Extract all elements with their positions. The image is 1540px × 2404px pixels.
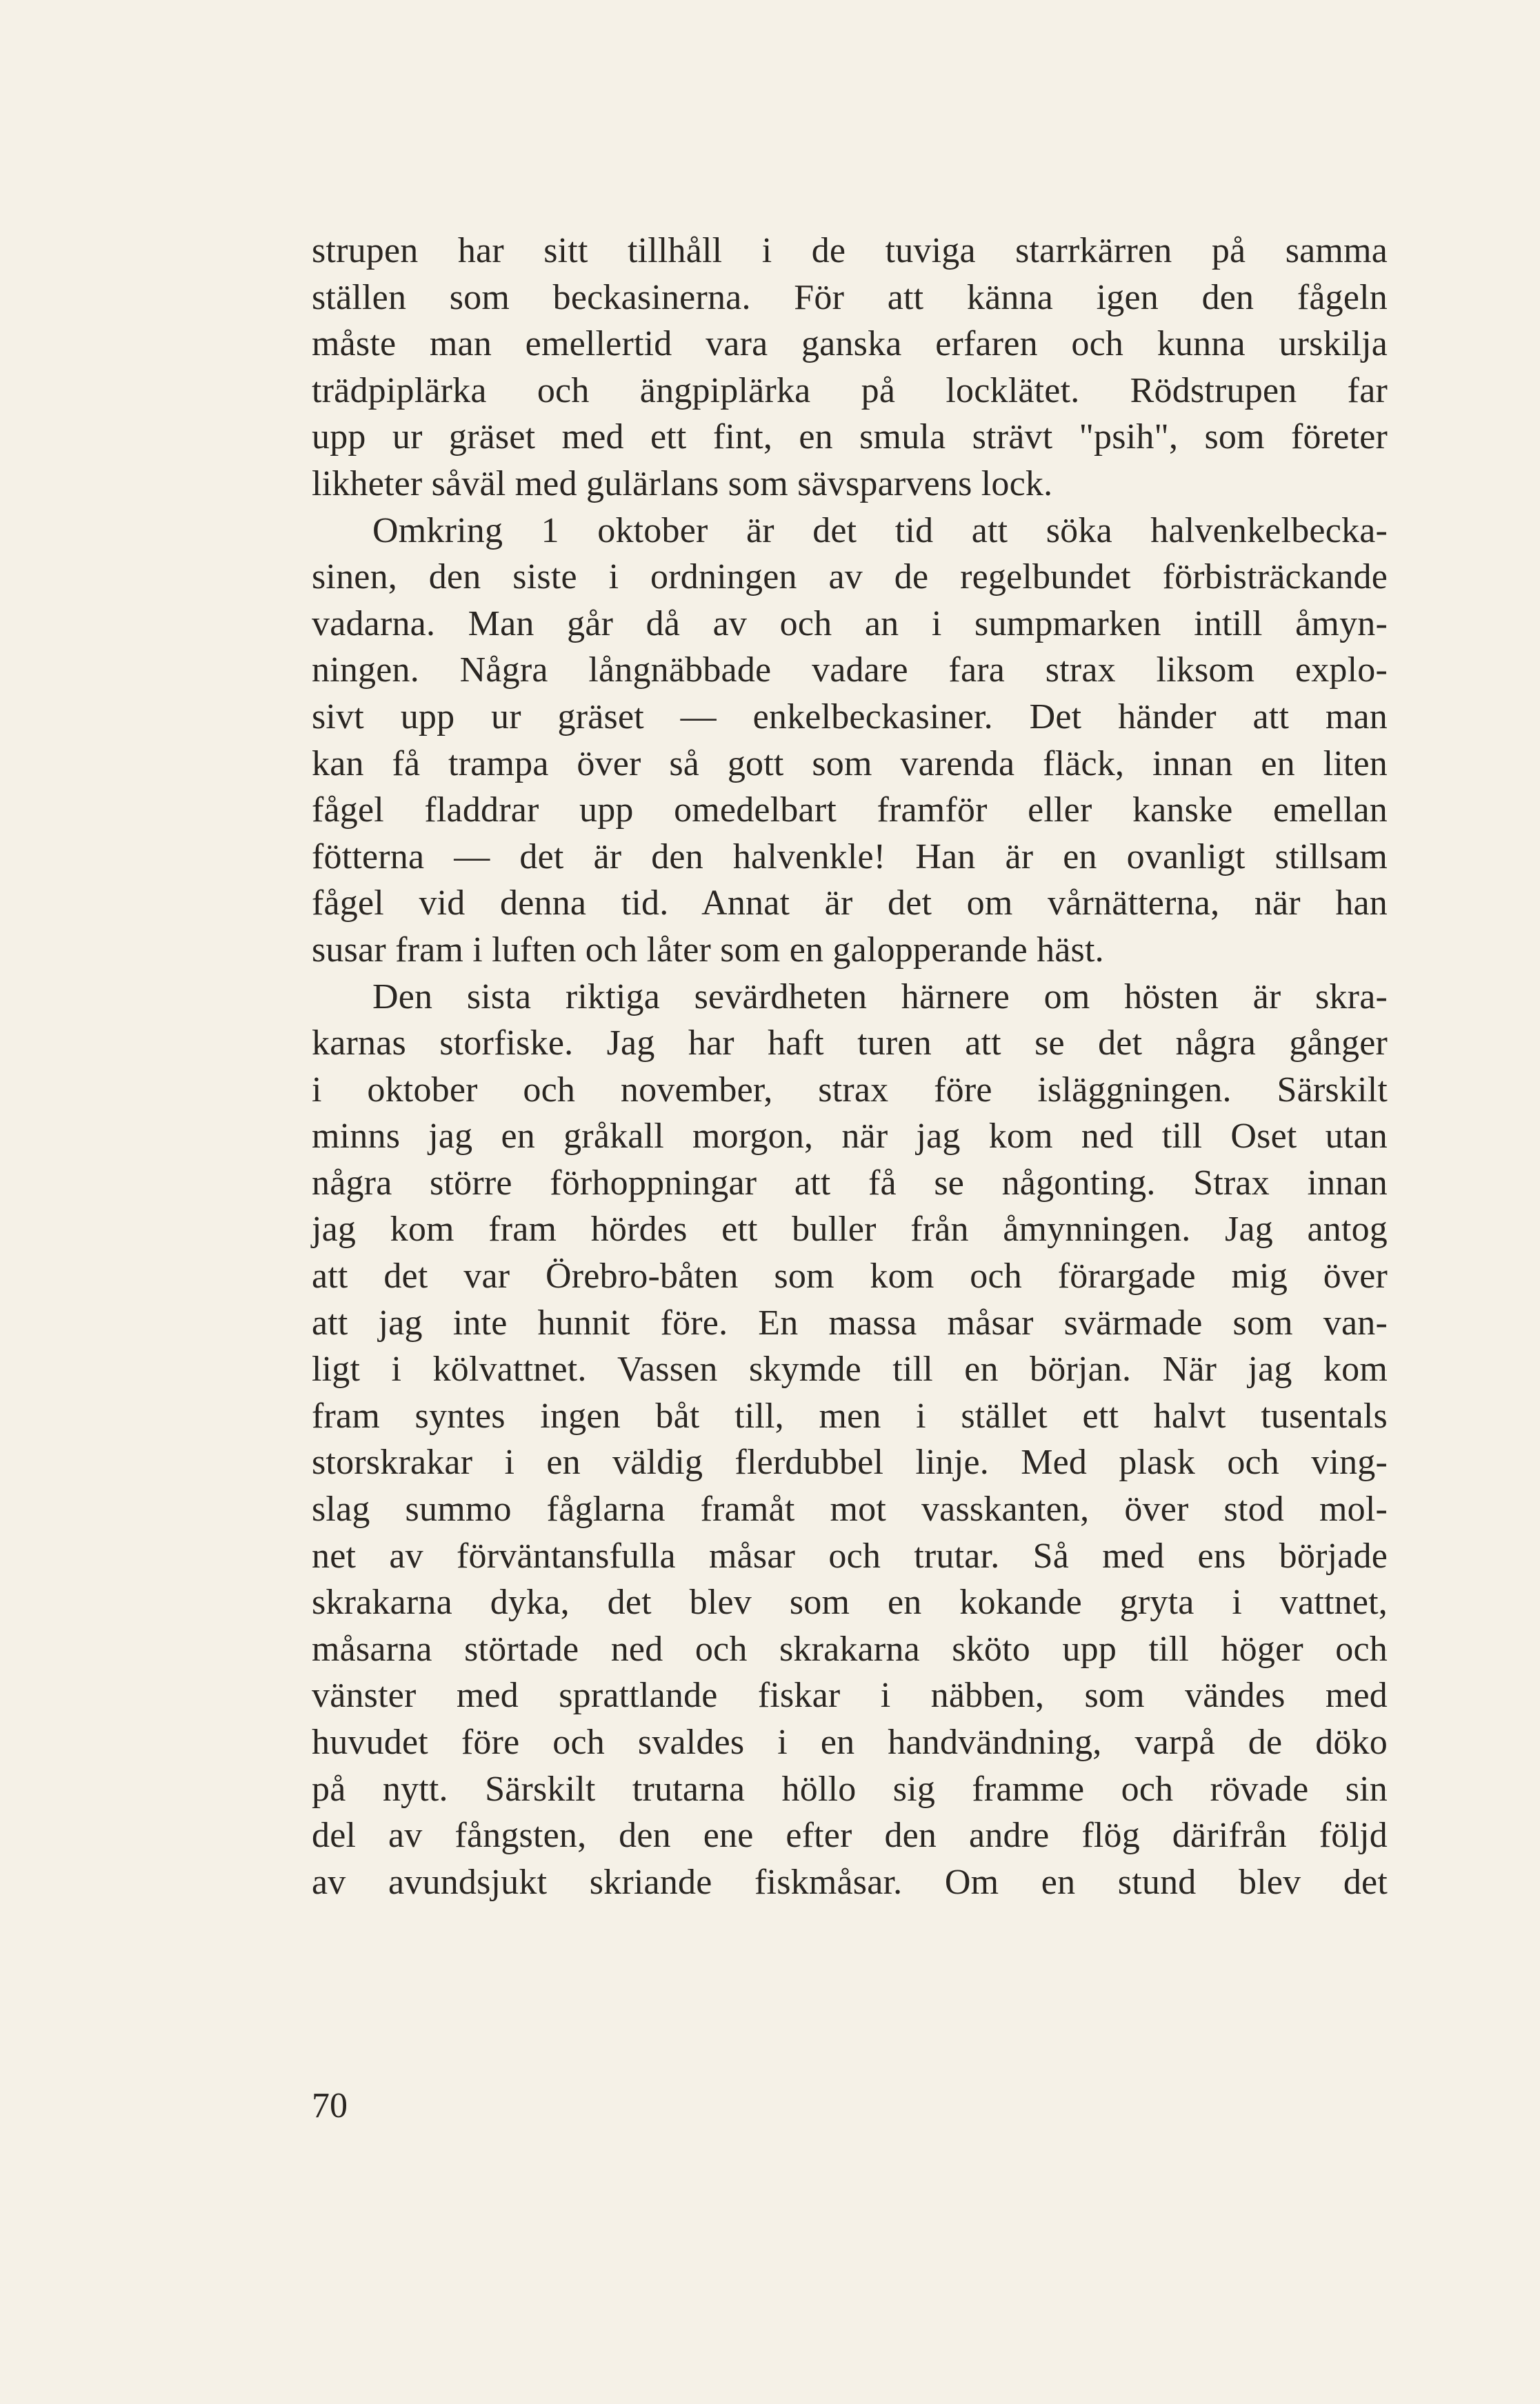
- text-line: huvudet före och svaldes i en handvändning, varpå de döko: [312, 1723, 1388, 1762]
- text-line: slag summo fåglarna framåt mot vasskanten, över stod mol-: [312, 1490, 1388, 1530]
- text-line: ställen som beckasinerna. För att känna igen den fågeln: [312, 277, 1388, 317]
- text-line: fågel vid denna tid. Annat är det om vårnätterna, när han: [312, 883, 1388, 923]
- text-line: strupen har sitt tillhåll i de tuviga starrkärren på samma: [312, 231, 1388, 270]
- text-line: vänster med sprattlande fiskar i näbben, som vändes med: [312, 1676, 1388, 1716]
- body-text: [312, 228, 1388, 1905]
- text-line: vadarna. Man går då av och an i sumpmarken intill åmyn-: [312, 603, 1388, 643]
- text-line: upp ur gräset med ett fint, en smula strävt "psih", som företer: [312, 417, 1388, 457]
- text-line: minns jag en gråkall morgon, när jag kom ned till Oset utan: [312, 1116, 1388, 1156]
- text-line: måsarna störtade ned och skrakarna sköto upp till höger och: [312, 1629, 1388, 1669]
- text-line: jag kom fram hördes ett buller från åmynningen. Jag antog: [312, 1210, 1388, 1250]
- text-line: att det var Örebro-båten som kom och förargade mig över: [312, 1256, 1388, 1296]
- text-line: storskrakar i en väldig flerdubbel linje. Med plask och ving-: [312, 1443, 1388, 1483]
- text-line: likheter såväl med gulärlans som sävsparvens lock.: [312, 463, 1053, 503]
- text-line: måste man emellertid vara ganska erfaren och kunna urskilja: [312, 324, 1388, 364]
- text-line: karnas storfiske. Jag har haft turen att se det några gånger: [312, 1023, 1388, 1063]
- text-line: ligt i kölvattnet. Vassen skymde till en början. När jag kom: [312, 1350, 1388, 1390]
- text-line: av avundsjukt skriande fiskmåsar. Om en stund blev det: [312, 1862, 1388, 1902]
- text-line: på nytt. Särskilt trutarna höllo sig framme och rövade sin: [312, 1769, 1388, 1809]
- text-line: fötterna — det är den halvenkle! Han är en ovanligt stillsam: [312, 837, 1388, 877]
- text-line: Den sista riktiga sevärdheten härnere om hösten är skra-: [372, 976, 1388, 1016]
- text-line: skrakarna dyka, det blev som en kokande gryta i vattnet,: [312, 1583, 1388, 1623]
- text-line: ningen. Några långnäbbade vadare fara strax liksom explo-: [312, 650, 1388, 690]
- text-line: fram syntes ingen båt till, men i stället ett halvt tusentals: [312, 1396, 1388, 1436]
- text-line: fågel fladdrar upp omedelbart framför eller kanske emellan: [312, 790, 1388, 830]
- text-line: kan få trampa över så gott som varenda fläck, innan en liten: [312, 743, 1388, 783]
- text-line: att jag inte hunnit före. En massa måsar svärmade som van-: [312, 1303, 1388, 1343]
- text-line: några större förhoppningar att få se någonting. Strax innan: [312, 1163, 1388, 1203]
- text-line: net av förväntansfulla måsar och trutar. Så med ens började: [312, 1536, 1388, 1576]
- text-line: Omkring 1 oktober är det tid att söka halvenkelbecka-: [372, 510, 1388, 550]
- text-line: sivt upp ur gräset — enkelbeckasiner. Det händer att man: [312, 697, 1388, 737]
- text-line: i oktober och november, strax före isläggningen. Särskilt: [312, 1070, 1388, 1110]
- text-line: sinen, den siste i ordningen av de regelbundet förbisträckande: [312, 557, 1388, 597]
- text-line: del av fångsten, den ene efter den andre flög därifrån följd: [312, 1816, 1388, 1856]
- text-line: trädpiplärka och ängpiplärka på locklätet. Rödstrupen far: [312, 370, 1388, 410]
- text-line: susar fram i luften och låter som en galopperande häst.: [312, 930, 1104, 970]
- page-number: 70: [312, 2086, 348, 2125]
